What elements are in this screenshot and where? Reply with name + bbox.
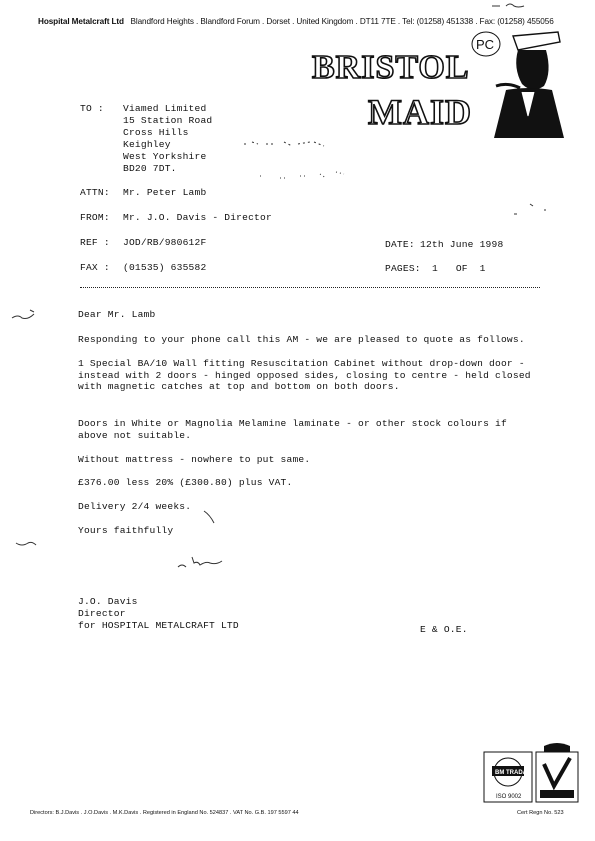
eoe-note: E & O.E. bbox=[420, 624, 468, 635]
handwritten-signature bbox=[170, 505, 260, 575]
footer-directors: Directors: B.J.Davis . J.O.Davis . M.K.Davis . Registered in England No. 524837 . VAT No. G.B. 197 5597 44 bbox=[30, 810, 299, 816]
signatory-name: J.O. Davis bbox=[78, 596, 138, 607]
paragraph-delivery: Delivery 2/4 weeks. bbox=[78, 501, 192, 512]
recipient-line: 15 Station Road bbox=[123, 115, 213, 126]
closing: Yours faithfully bbox=[78, 525, 174, 536]
date-value: 12th June 1998 bbox=[420, 239, 504, 250]
recipient-line: Cross Hills bbox=[123, 127, 189, 138]
signatory-title: Director bbox=[78, 608, 126, 619]
recipient-line: Keighley bbox=[123, 139, 171, 150]
bm-trada-label: BM TRADA bbox=[495, 770, 527, 776]
recipient-line: BD20 7DT. bbox=[123, 163, 177, 174]
pages-label: PAGES: bbox=[385, 263, 421, 274]
paragraph-intro: Responding to your phone call this AM - we are pleased to quote as follows. bbox=[78, 334, 525, 345]
logo-text-bristol: BRISTOL bbox=[312, 49, 470, 86]
paragraph-mattress: Without mattress - nowhere to put same. bbox=[78, 454, 311, 465]
pages-value: 1 OF 1 bbox=[432, 263, 486, 274]
margin-mark bbox=[510, 196, 550, 226]
company-name: Hospital Metalcraft Ltd bbox=[38, 17, 124, 26]
letterhead bbox=[38, 17, 554, 26]
paragraph-cabinet-spec: 1 Special BA/10 Wall fitting Resuscitation Cabinet without drop-down door - instead with 2 doors - hinged opposed sides, closing to centre - held closed with magnetic catches at top and bottom on both doors. bbox=[78, 358, 531, 392]
iso-label: ISO 9002 bbox=[496, 794, 522, 800]
from-value: Mr. J.O. Davis - Director bbox=[123, 212, 272, 223]
fax-value: (01535) 635582 bbox=[123, 262, 207, 273]
ref-label: REF : bbox=[80, 237, 110, 248]
recipient-line: Viamed Limited bbox=[123, 103, 207, 114]
ref-value: JOD/RB/980612F bbox=[123, 237, 207, 248]
recipient-line: West Yorkshire bbox=[123, 151, 207, 162]
paragraph-price: £376.00 less 20% (£300.80) plus VAT. bbox=[78, 477, 293, 488]
attn-label: ATTN: bbox=[80, 187, 110, 198]
paragraph-doors: Doors in White or Magnolia Melamine laminate - or other stock colours if above not suitable. bbox=[78, 418, 507, 441]
margin-mark bbox=[488, 0, 538, 12]
signatory-company: for HOSPITAL METALCRAFT LTD bbox=[78, 620, 239, 631]
date-label: DATE: bbox=[385, 239, 415, 250]
fax-label: FAX : bbox=[80, 262, 110, 273]
company-address: Blandford Heights . Blandford Forum . Dorset . United Kingdom . DT11 7TE . Tel: (01258) 451338 . Fax: (01258) 455056 bbox=[130, 17, 554, 26]
initials-pc: PC bbox=[476, 37, 495, 52]
to-label: TO : bbox=[80, 103, 104, 114]
footer-cert-number: Cert Regn No. 523 bbox=[517, 810, 564, 816]
margin-mark bbox=[14, 537, 38, 551]
from-label: FROM: bbox=[80, 212, 110, 223]
dotted-divider bbox=[80, 287, 540, 288]
attn-value: Mr. Peter Lamb bbox=[123, 187, 207, 198]
logo-text-maid: MAID bbox=[368, 92, 472, 132]
received-stamp-smudge bbox=[240, 136, 360, 186]
logo-graphic bbox=[308, 28, 568, 138]
certification-badges bbox=[482, 742, 582, 804]
bristol-maid-logo bbox=[308, 28, 568, 138]
margin-mark bbox=[8, 306, 48, 326]
iso-badge-icon bbox=[482, 742, 582, 804]
nurse-figure-icon bbox=[494, 32, 564, 138]
salutation: Dear Mr. Lamb bbox=[78, 309, 156, 320]
